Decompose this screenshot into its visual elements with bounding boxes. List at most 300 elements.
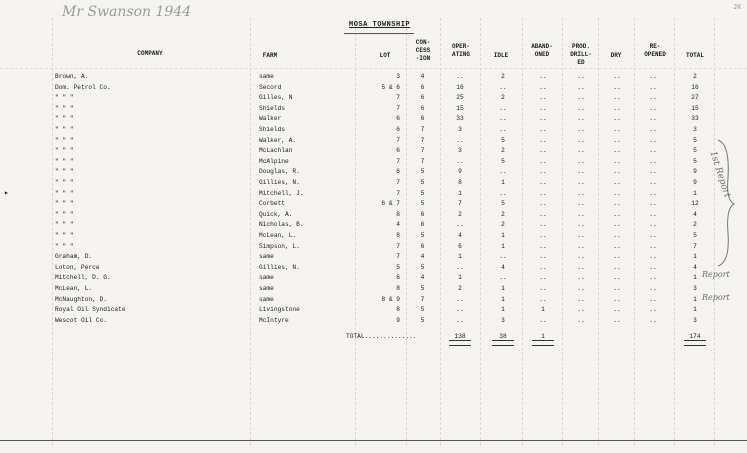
company-cell: " " " [55, 136, 74, 144]
concession-cell: 6 [420, 210, 425, 218]
reopened-cell: .. [649, 157, 657, 165]
idle-cell: .. [499, 253, 507, 261]
prod-drilled-cell: .. [577, 263, 585, 271]
prod-drilled-cell: .. [577, 210, 585, 218]
company-cell: " " " [55, 189, 74, 197]
idle-cell: 1 [501, 242, 505, 250]
farm-cell: same [259, 73, 274, 80]
concession-cell: 5 [420, 263, 425, 271]
lot-cell: 8 [396, 306, 400, 314]
farm-cell: Nicholas, B. [259, 221, 304, 229]
total-cell: 1 [693, 295, 697, 303]
totals-label: TOTAL.............. [346, 333, 417, 340]
total-cell: 5 [693, 232, 697, 239]
header-total: TOTAL [685, 52, 704, 59]
idle-cell: .. [499, 189, 507, 197]
table-row [0, 189, 747, 198]
idle-cell: 1 [501, 295, 505, 303]
lot-cell: 8 [396, 210, 400, 218]
table-row [0, 178, 747, 187]
table-row [0, 263, 747, 272]
lot-cell: 6 [396, 147, 400, 155]
reopened-cell: .. [649, 253, 657, 261]
dry-cell: .. [613, 115, 621, 123]
lot-cell: 5 [396, 263, 400, 271]
idle-cell: 2 [501, 210, 505, 218]
totals-abandoned: 1 [532, 333, 554, 341]
dry-cell: .. [613, 306, 621, 314]
header-prod-drilled: PROD. DRILL- ED [570, 43, 592, 66]
idle-cell: .. [499, 115, 507, 123]
idle-cell: .. [499, 168, 507, 176]
operating-cell: .. [456, 295, 464, 303]
total-cell: 9 [693, 168, 697, 176]
abandoned-cell: .. [539, 147, 547, 155]
total-cell: 4 [693, 210, 697, 218]
concession-cell: 5 [420, 306, 425, 314]
concession-cell: 7 [420, 147, 425, 155]
dry-cell: .. [613, 104, 621, 112]
idle-cell: .. [499, 274, 507, 282]
operating-cell: 9 [458, 168, 462, 176]
reopened-cell: .. [649, 263, 657, 271]
lot-cell: 7 [396, 136, 400, 144]
lot-cell: 7 [396, 253, 400, 261]
concession-cell: 6 [420, 221, 425, 229]
dry-cell: .. [613, 147, 621, 155]
total-cell: 3 [693, 126, 697, 133]
concession-cell: 4 [420, 253, 425, 261]
abandoned-cell: .. [539, 232, 547, 239]
reopened-cell: .. [649, 73, 657, 80]
total-cell: 5 [693, 157, 697, 165]
farm-cell: McIntyre [259, 316, 289, 324]
double-rule [532, 345, 554, 346]
idle-cell: .. [499, 83, 507, 91]
table-row [0, 93, 747, 102]
company-cell: " " " [55, 115, 74, 123]
abandoned-cell: .. [539, 221, 547, 229]
abandoned-cell: .. [539, 200, 547, 208]
binding-mark: ▸ [4, 189, 9, 198]
operating-cell: .. [456, 263, 464, 271]
lot-cell: 7 [396, 189, 400, 197]
reopened-cell: .. [649, 306, 657, 314]
company-cell: " " " [55, 168, 74, 176]
total-cell: 3 [693, 316, 697, 324]
concession-cell: 7 [420, 157, 425, 165]
operating-cell: .. [456, 157, 464, 165]
totals-total: 174 [684, 333, 706, 341]
dry-cell: .. [613, 253, 621, 261]
idle-cell: 1 [501, 285, 505, 292]
reopened-cell: .. [649, 200, 657, 208]
concession-cell: 6 [420, 104, 425, 112]
idle-cell: 1 [501, 232, 505, 239]
lot-cell: 3 [396, 73, 400, 80]
operating-cell: 25 [456, 94, 464, 102]
reopened-cell: .. [649, 285, 657, 292]
page-title: MOSA TOWNSHIP [349, 21, 411, 29]
lot-cell: 6 & 7 [381, 200, 400, 208]
farm-cell: Shields [259, 104, 285, 112]
totals-idle: 38 [492, 333, 514, 341]
concession-cell: 4 [420, 274, 425, 282]
lot-cell: 7 [396, 157, 400, 165]
abandoned-cell: .. [539, 94, 547, 102]
company-cell: Loton, Perce [55, 263, 100, 271]
dry-cell: .. [613, 136, 621, 144]
total-cell: 4 [693, 263, 697, 271]
operating-cell: 15 [456, 104, 464, 112]
company-cell: " " " [55, 200, 74, 208]
operating-cell: 4 [458, 232, 462, 239]
table-row [0, 83, 747, 92]
table-row [0, 305, 747, 314]
operating-cell: 8 [458, 179, 462, 186]
concession-cell: 6 [420, 83, 425, 91]
concession-cell: 5 [420, 232, 425, 239]
idle-cell: .. [499, 126, 507, 133]
idle-cell: 2 [501, 221, 505, 229]
reopened-cell: .. [649, 136, 657, 144]
dry-cell: .. [613, 232, 621, 239]
concession-cell: 6 [420, 242, 425, 250]
company-cell: Brown, A. [55, 73, 89, 80]
concession-cell: 5 [420, 200, 425, 208]
prod-drilled-cell: .. [577, 285, 585, 292]
dry-cell: .. [613, 200, 621, 208]
prod-drilled-cell: .. [577, 179, 585, 186]
abandoned-cell: .. [539, 189, 547, 197]
totals-row [0, 333, 747, 345]
company-cell: " " " [55, 126, 74, 133]
dry-cell: .. [613, 157, 621, 165]
total-cell: 16 [691, 83, 699, 91]
idle-cell: 2 [501, 73, 505, 80]
company-cell: McLean, L. [55, 285, 93, 292]
concession-cell: 5 [420, 179, 425, 186]
prod-drilled-cell: .. [577, 189, 585, 197]
prod-drilled-cell: .. [577, 253, 585, 261]
total-cell: 2 [693, 73, 697, 80]
company-cell: " " " [55, 147, 74, 155]
table-row [0, 104, 747, 113]
dry-cell: .. [613, 295, 621, 303]
total-cell: 5 [693, 147, 697, 155]
table-row [0, 199, 747, 208]
total-cell: 1 [693, 306, 697, 314]
farm-cell: Simpson, L. [259, 242, 300, 250]
lot-cell: 6 [396, 168, 400, 176]
farm-cell: Quick, A. [259, 210, 293, 218]
operating-cell: 1 [458, 189, 462, 197]
reopened-cell: .. [649, 274, 657, 282]
dry-cell: .. [613, 221, 621, 229]
total-cell: 3 [693, 285, 697, 292]
bottom-rule [0, 440, 747, 441]
company-cell: Graham, D. [55, 253, 93, 261]
corner-mark: JK [733, 4, 742, 12]
company-cell: " " " [55, 232, 74, 239]
double-rule [492, 345, 514, 346]
header-operating: OPER- ATING [451, 43, 470, 58]
table-row [0, 252, 747, 261]
company-cell: " " " [55, 242, 74, 250]
total-cell: 15 [691, 104, 699, 112]
header-concession: CON- CESS -ION [415, 39, 431, 62]
reopened-cell: .. [649, 232, 657, 239]
farm-cell: Livingstone [259, 306, 300, 314]
operating-cell: .. [456, 136, 464, 144]
total-cell: 1 [693, 253, 697, 261]
abandoned-cell: .. [539, 73, 547, 80]
total-cell: 2 [693, 221, 697, 229]
farm-cell: Gillies, N. [259, 263, 300, 271]
total-cell: 1 [693, 274, 697, 282]
abandoned-cell: .. [539, 126, 547, 133]
reopened-cell: .. [649, 168, 657, 176]
lot-cell: 8 & 9 [381, 295, 400, 303]
reopened-cell: .. [649, 242, 657, 250]
reopened-cell: .. [649, 210, 657, 218]
dry-cell: .. [613, 83, 621, 91]
prod-drilled-cell: .. [577, 147, 585, 155]
farm-cell: Secord [259, 83, 282, 91]
farm-cell: same [259, 285, 274, 292]
abandoned-cell: .. [539, 179, 547, 186]
dry-cell: .. [613, 168, 621, 176]
concession-cell: 5 [420, 168, 425, 176]
table-row [0, 72, 747, 81]
header-idle: IDLE [493, 52, 509, 59]
prod-drilled-cell: .. [577, 104, 585, 112]
dry-cell: .. [613, 73, 621, 80]
total-cell: 7 [693, 242, 697, 250]
operating-cell: 2 [458, 210, 462, 218]
farm-cell: Shields [259, 126, 285, 133]
concession-cell: 7 [420, 295, 425, 303]
table-row [0, 114, 747, 123]
company-cell: " " " [55, 157, 74, 165]
handwritten-header: Mr Swanson 1944 [62, 4, 192, 20]
lot-cell: 6 [396, 126, 400, 133]
total-cell: 12 [691, 200, 699, 208]
table-row [0, 242, 747, 251]
dry-cell: .. [613, 274, 621, 282]
abandoned-cell: .. [539, 242, 547, 250]
lot-cell: 5 & 6 [381, 83, 400, 91]
lot-cell: 7 [396, 94, 400, 102]
margin-note-a: Report [702, 270, 730, 279]
company-cell: " " " [55, 210, 74, 218]
abandoned-cell: 1 [541, 306, 545, 314]
operating-cell: 3 [458, 147, 462, 155]
dry-cell: .. [613, 285, 621, 292]
table-row [0, 157, 747, 166]
lot-cell: 7 [396, 242, 400, 250]
abandoned-cell: .. [539, 285, 547, 292]
operating-cell: .. [456, 221, 464, 229]
idle-cell: 2 [501, 94, 505, 102]
idle-cell: 3 [501, 316, 505, 324]
header-farm: FARM [262, 52, 278, 59]
abandoned-cell: .. [539, 115, 547, 123]
header-abandoned: ABAND- ONED [531, 43, 553, 58]
reopened-cell: .. [649, 104, 657, 112]
company-cell: Mitchell, D. G. [55, 274, 111, 282]
prod-drilled-cell: .. [577, 115, 585, 123]
table-row [0, 167, 747, 176]
concession-cell: 6 [420, 94, 425, 102]
prod-drilled-cell: .. [577, 73, 585, 80]
company-cell: " " " [55, 94, 74, 102]
lot-cell: 4 [396, 221, 400, 229]
reopened-cell: .. [649, 221, 657, 229]
company-cell: Wescot Oil Co. [55, 316, 107, 324]
farm-cell: Walker [259, 115, 282, 123]
concession-cell: 4 [420, 73, 425, 80]
dry-cell: .. [613, 126, 621, 133]
table-row [0, 210, 747, 219]
margin-note-bracket: 1st Report [707, 150, 732, 199]
table-row [0, 316, 747, 325]
abandoned-cell: .. [539, 168, 547, 176]
dry-cell: .. [613, 189, 621, 197]
operating-cell: .. [456, 73, 464, 80]
total-cell: 33 [691, 115, 699, 123]
abandoned-cell: .. [539, 157, 547, 165]
dry-cell: .. [613, 94, 621, 102]
operating-cell: 7 [458, 200, 462, 208]
table-row [0, 231, 747, 240]
lot-cell: 7 [396, 104, 400, 112]
company-cell: Royal Oil Syndicate [55, 306, 126, 314]
header-lot: LOT [379, 52, 391, 59]
table-row [0, 146, 747, 155]
concession-cell: 5 [420, 285, 425, 292]
operating-cell: 16 [456, 83, 464, 91]
operating-cell: 33 [456, 115, 464, 123]
prod-drilled-cell: .. [577, 157, 585, 165]
abandoned-cell: .. [539, 253, 547, 261]
reopened-cell: .. [649, 179, 657, 186]
abandoned-cell: .. [539, 210, 547, 218]
prod-drilled-cell: .. [577, 306, 585, 314]
concession-cell: 7 [420, 136, 425, 144]
abandoned-cell: .. [539, 136, 547, 144]
farm-cell: same [259, 295, 274, 303]
operating-cell: 3 [458, 126, 462, 133]
total-cell: 27 [691, 94, 699, 102]
lot-cell: 9 [396, 316, 400, 324]
dry-cell: .. [613, 316, 621, 324]
title-underline [344, 33, 414, 34]
concession-cell: 6 [420, 115, 425, 123]
lot-cell: 8 [396, 232, 400, 239]
reopened-cell: .. [649, 147, 657, 155]
farm-cell: Douglas, R. [259, 168, 300, 176]
idle-cell: 5 [501, 157, 505, 165]
header-dry: DRY [610, 52, 622, 59]
abandoned-cell: .. [539, 274, 547, 282]
abandoned-cell: .. [539, 263, 547, 271]
operating-cell: 1 [458, 253, 462, 261]
dry-cell: .. [613, 179, 621, 186]
idle-cell: .. [499, 104, 507, 112]
table-row [0, 136, 747, 145]
header-rule [0, 68, 747, 69]
abandoned-cell: .. [539, 295, 547, 303]
lot-cell: 8 [396, 285, 400, 292]
farm-cell: Mitchell, J. [259, 189, 304, 197]
idle-cell: 2 [501, 147, 505, 155]
margin-note-b: Report [702, 293, 730, 302]
prod-drilled-cell: .. [577, 221, 585, 229]
prod-drilled-cell: .. [577, 200, 585, 208]
dry-cell: .. [613, 242, 621, 250]
total-cell: 5 [693, 136, 697, 144]
table-row [0, 295, 747, 304]
operating-cell: .. [456, 316, 464, 324]
company-cell: McNaughton, D. [55, 295, 107, 303]
company-cell: " " " [55, 104, 74, 112]
prod-drilled-cell: .. [577, 168, 585, 176]
prod-drilled-cell: .. [577, 136, 585, 144]
farm-cell: Corbett [259, 200, 285, 208]
prod-drilled-cell: .. [577, 295, 585, 303]
farm-cell: Walker, A. [259, 136, 297, 144]
operating-cell: 6 [458, 242, 462, 250]
abandoned-cell: .. [539, 83, 547, 91]
operating-cell: 1 [458, 274, 462, 282]
table-row [0, 273, 747, 282]
abandoned-cell: .. [539, 316, 547, 324]
double-rule [684, 345, 706, 346]
prod-drilled-cell: .. [577, 126, 585, 133]
farm-cell: McLean, L. [259, 232, 297, 239]
prod-drilled-cell: .. [577, 232, 585, 239]
header-reopened: RE- OPENED [644, 43, 666, 58]
header-company: COMPANY [137, 50, 163, 57]
reopened-cell: .. [649, 94, 657, 102]
dry-cell: .. [613, 263, 621, 271]
table-row [0, 220, 747, 229]
farm-cell: same [259, 274, 274, 282]
dry-cell: .. [613, 210, 621, 218]
table-row [0, 284, 747, 293]
prod-drilled-cell: .. [577, 274, 585, 282]
prod-drilled-cell: .. [577, 242, 585, 250]
operating-cell: .. [456, 306, 464, 314]
lot-cell: 7 [396, 179, 400, 186]
total-cell: 1 [693, 189, 697, 197]
company-cell: Dom. Petrol Co. [55, 83, 111, 91]
concession-cell: 7 [420, 126, 425, 133]
reopened-cell: .. [649, 83, 657, 91]
totals-operating: 138 [449, 333, 471, 341]
reopened-cell: .. [649, 115, 657, 123]
double-rule [449, 345, 471, 346]
farm-cell: Gillies, N. [259, 179, 300, 186]
prod-drilled-cell: .. [577, 94, 585, 102]
abandoned-cell: .. [539, 104, 547, 112]
company-cell: " " " [55, 179, 74, 186]
lot-cell: 6 [396, 274, 400, 282]
reopened-cell: .. [649, 126, 657, 133]
table-row [0, 125, 747, 134]
operating-cell: 2 [458, 285, 462, 292]
